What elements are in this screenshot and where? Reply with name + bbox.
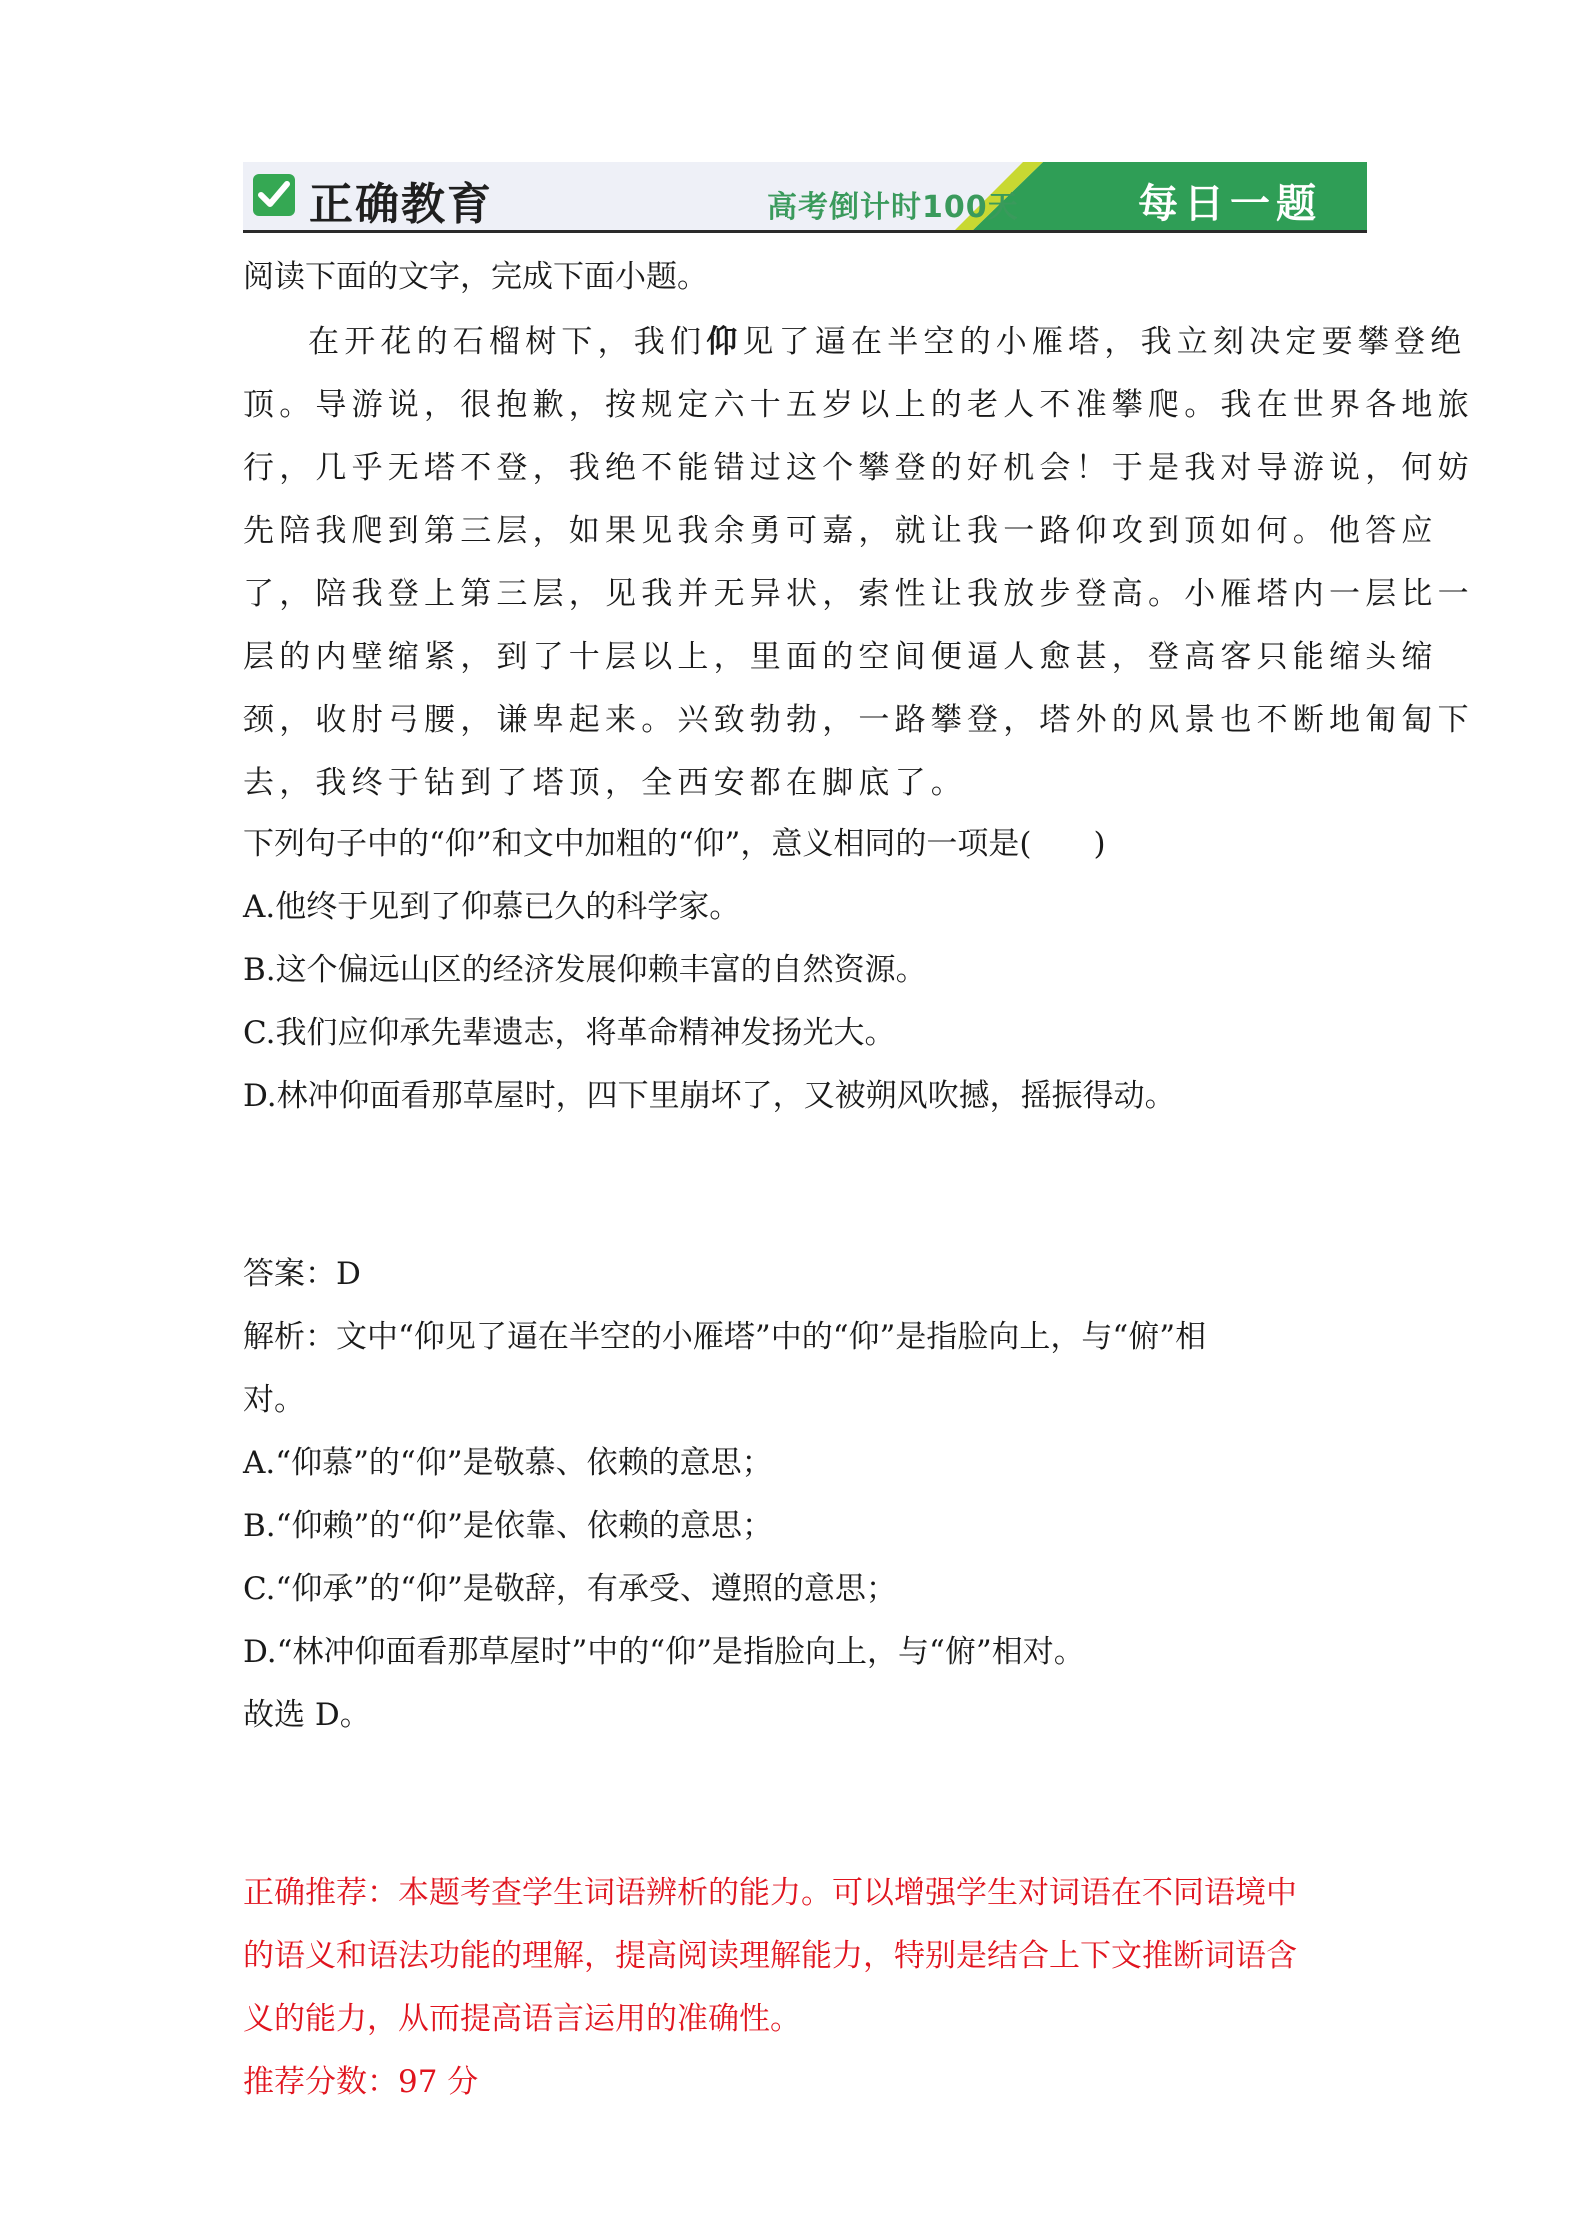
option-b: B.这个偏远山区的经济发展仰赖丰富的自然资源。 — [243, 952, 927, 988]
passage-line: 层的内壁缩紧，到了十层以上，里面的空间便逼人愈甚，登高客只能缩头缩 — [243, 639, 1438, 675]
option-a: A.他终于见到了仰慕已久的科学家。 — [243, 889, 741, 925]
passage-line — [308, 322, 1467, 362]
analysis-line: 解析：文中“仰见了逼在半空的小雁塔”中的“仰”是指脸向上，与“俯”相 — [243, 1319, 1207, 1355]
option-d: D.林冲仰面看那草屋时，四下里崩坏了，又被朔风吹撼，摇振得动。 — [243, 1078, 1176, 1114]
recommendation-score: 推荐分数：97 分 — [243, 2064, 479, 2100]
analysis-line: A.“仰慕”的“仰”是敬慕、依赖的意思； — [243, 1445, 773, 1481]
recommendation-line: 义的能力，从而提高语言运用的准确性。 — [243, 2001, 801, 2037]
checkmark-icon — [253, 174, 295, 216]
passage-line: 去，我终于钻到了塔顶，全西安都在脚底了。 — [243, 765, 967, 801]
analysis-line: B.“仰赖”的“仰”是依靠、依赖的意思； — [243, 1508, 774, 1544]
answer-line: 答案：D — [243, 1256, 361, 1292]
recommendation-line: 的语义和语法功能的理解，提高阅读理解能力，特别是结合上下文推断词语含 — [243, 1938, 1297, 1974]
header-banner — [243, 162, 1367, 230]
passage-line: 了，陪我登上第三层，见我并无异状，索性让我放步登高。小雁塔内一层比一 — [243, 576, 1474, 612]
passage-line: 顶。导游说，很抱歉，按规定六十五岁以上的老人不准攀爬。我在世界各地旅 — [243, 387, 1474, 423]
analysis-line: D.“林冲仰面看那草屋时”中的“仰”是指脸向上，与“俯”相对。 — [243, 1634, 1085, 1670]
instruction-text: 阅读下面的文字，完成下面小题。 — [243, 259, 708, 295]
analysis-line: 对。 — [243, 1382, 305, 1418]
countdown-label: 高考倒计时100天 — [767, 190, 1019, 225]
passage-line: 先陪我爬到第三层，如果见我余勇可嘉，就让我一路仰攻到顶如何。他答应 — [243, 513, 1438, 549]
recommendation-line: 正确推荐：本题考查学生词语辨析的能力。可以增强学生对词语在不同语境中 — [243, 1875, 1297, 1911]
passage-text: 在开花的石榴树下，我们 — [308, 324, 707, 360]
daily-question-label: 每日一题 — [1138, 181, 1322, 227]
brand-logo-text: 正确教育 — [309, 179, 493, 230]
analysis-line: C.“仰承”的“仰”是敬辞，有承受、遵照的意思； — [243, 1571, 897, 1607]
bold-keyword: 仰 — [706, 324, 743, 360]
passage-text: 见了逼在半空的小雁塔，我立刻决定要攀登绝 — [742, 324, 1467, 360]
header-divider — [243, 230, 1367, 233]
question-prompt: 下列句子中的“仰”和文中加粗的“仰”，意义相同的一项是( ) — [243, 826, 1106, 862]
passage-line: 颈，收肘弓腰，谦卑起来。兴致勃勃，一路攀登，塔外的风景也不断地匍匐下 — [243, 702, 1474, 738]
passage-line: 行，几乎无塔不登，我绝不能错过这个攀登的好机会！于是我对导游说，何妨 — [243, 450, 1474, 486]
option-c: C.我们应仰承先辈遗志，将革命精神发扬光大。 — [243, 1015, 896, 1051]
conclusion-line: 故选 D。 — [243, 1697, 371, 1733]
